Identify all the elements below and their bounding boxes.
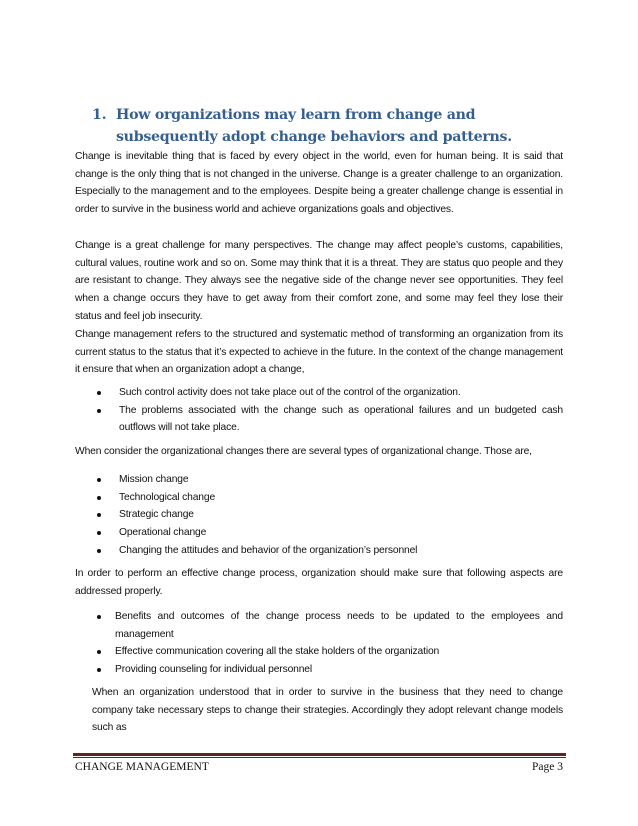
list-item: Such control activity does not take place out of the control of the organization. — [75, 384, 563, 402]
list-item: Effective communication covering all the stake holders of the organization — [75, 643, 563, 661]
list-item: Technological change — [75, 489, 563, 507]
list-item: Providing counseling for individual personnel — [75, 661, 563, 679]
list-item: Operational change — [75, 524, 563, 542]
list-item: Changing the attitudes and behavior of the organization’s personnel — [75, 542, 563, 560]
paragraph-2: Change is a great challenge for many perspectives. The change may affect people’s customs, capabilities, cultural values, routine work and so on. Some may think that it is a threat. They are status quo people and they are resistant to change. They always see the negative side of the change never see opportunities. They feel when a change occurs they have to get away from their comfort zone, and some may feel they lose their status and feel job insecurity. — [75, 240, 563, 322]
aspects-list — [75, 608, 563, 679]
heading-text: How organizations may learn from change and subsequently adopt change behaviors and patterns. — [116, 107, 512, 145]
paragraph-1: Change is inevitable thing that is faced by every object in the world, even for human being. It is said that change is the only thing that is not changed in the universe. Change is a greater challenge to an organization. Especially to the management and to the employees. Despite being a greater challenge change is essential in order to survive in the business world and achieve organizations goals and objectives. — [75, 151, 563, 216]
paragraph-3: Change management refers to the structured and systematic method of transforming an organization from its current status to the status that it’s expected to achieve in the future. In the context of the change management it ensure that when an organization adopt a change, — [75, 329, 563, 376]
list-item: The problems associated with the change such as operational failures and un budgeted cash outflows will not take place. — [75, 402, 563, 437]
paragraph-4: When consider the organizational changes there are several types of organizational change. Those are, — [75, 446, 532, 457]
list-item: Mission change — [75, 471, 563, 489]
list-item: Strategic change — [75, 506, 563, 524]
list-item: Benefits and outcomes of the change process needs to be updated to the employees and management — [75, 608, 563, 643]
footer-rule — [73, 753, 566, 756]
footer-rule-thin — [73, 757, 566, 758]
section-heading — [92, 104, 572, 148]
paragraph-6: When an organization understood that in order to survive in the business that they need to change company take necessary steps to change their strategies. Accordingly they adopt relevant change models such as — [92, 687, 563, 734]
heading-number: 1. — [92, 107, 107, 123]
page-footer — [75, 761, 563, 773]
paragraph-5: In order to perform an effective change process, organization should make sure that following aspects are addressed properly. — [75, 568, 563, 597]
change-types-list — [75, 471, 563, 560]
control-list — [75, 384, 563, 437]
page-number: Page 3 — [532, 761, 563, 773]
footer-title: CHANGE MANAGEMENT — [75, 761, 209, 773]
